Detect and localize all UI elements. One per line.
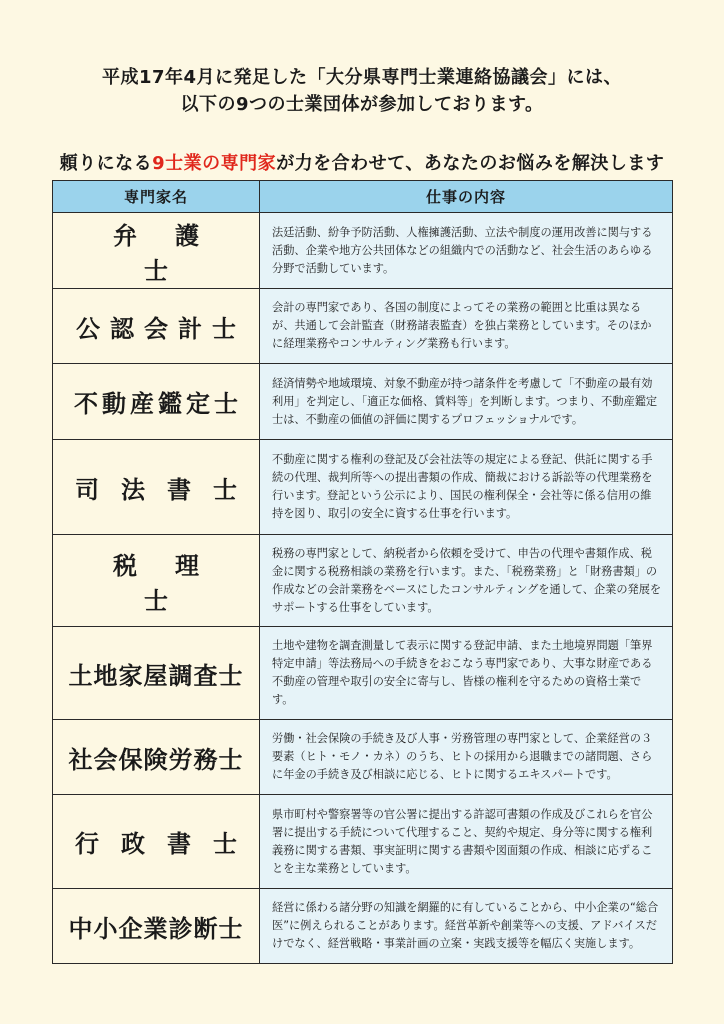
table-row <box>53 889 673 964</box>
tagline <box>0 149 724 175</box>
profession-description: 経済情勢や地域環境、対象不動産が持つ諸条件を考慮して「不動産の最有効利用」を判定し、「適正な価格、賃料等」を判断します。つまり、不動産鑑定士は、不動産の価値の評価に関するプロフェッショナルです。 <box>260 364 673 440</box>
profession-name: 社会保険労務士 <box>53 720 260 795</box>
header-job-description: 仕事の内容 <box>260 181 673 213</box>
profession-description: 法廷活動、紛争予防活動、人権擁護活動、立法や制度の運用改善に関与する活動、企業や地方公共団体などの組織内での活動など、社会生活のあらゆる分野で活動しています。 <box>260 213 673 289</box>
profession-name: 弁護士 <box>53 213 260 289</box>
intro-line-1: 平成17年4月に発足した「大分県専門士業連絡協議会」には、 <box>101 67 623 88</box>
header-profession-name: 専門家名 <box>53 181 260 213</box>
profession-description: 経営に係わる諸分野の知識を網羅的に有していることから、中小企業の“総合医”に例えられることがあります。経営革新や創業等への支援、アドバイスだけでなく、経営戦略・事業計画の立案・実践支援等を幅広く実施します。 <box>260 889 673 964</box>
table-row <box>53 720 673 795</box>
profession-description: 不動産に関する権利の登記及び会社法等の規定による登記、供託に関する手続の代理、裁判所等への提出書類の作成、簡裁における訴訟等の代理業務を行います。登記という公示により、国民の権利保全・会社等に係る信用の維持を図り、取引の安全に資する仕事を行います。 <box>260 440 673 535</box>
table-row <box>53 795 673 889</box>
profession-description: 税務の専門家として、納税者から依頼を受けて、申告の代理や書類作成、税金に関する税務相談の業務を行います。また、「税務業務」と「財務書類」の作成などの会計業務をベースにしたコンサルティングを通して、企業の発展をサポートする仕事をしています。 <box>260 535 673 627</box>
intro-line-2: 以下の9つの士業団体が参加しております。 <box>180 94 544 115</box>
table-header-row <box>53 181 673 213</box>
profession-name: 司法書士 <box>53 440 260 535</box>
table-row <box>53 289 673 364</box>
profession-description: 会計の専門家であり、各国の制度によってその業務の範囲と比重は異なるが、共通して会計監査（財務諸表監査）を独占業務としています。そのほかに経理業務やコンサルティング業務も行います。 <box>260 289 673 364</box>
profession-name: 税理士 <box>53 535 260 627</box>
profession-name: 公認会計士 <box>53 289 260 364</box>
table-row <box>53 213 673 289</box>
profession-name: 不動産鑑定士 <box>53 364 260 440</box>
tagline-after: が力を合わせて、あなたのお悩みを解決します <box>276 153 665 174</box>
profession-name: 土地家屋調査士 <box>53 627 260 720</box>
profession-name: 中小企業診断士 <box>53 889 260 964</box>
table-row <box>53 364 673 440</box>
professions-table <box>52 180 673 964</box>
table-row <box>53 627 673 720</box>
profession-name: 行政書士 <box>53 795 260 889</box>
table-row <box>53 440 673 535</box>
tagline-before: 頼りになる <box>59 153 153 174</box>
table-row <box>53 535 673 627</box>
profession-description: 労働・社会保険の手続き及び人事・労務管理の専門家として、企業経営の３要素（ヒト・モノ・カネ）のうち、ヒトの採用から退職までの諸問題、さらに年金の手続き及び相談に応じる、ヒトに関するエキスパートです。 <box>260 720 673 795</box>
tagline-highlight: 9士業の専門家 <box>152 153 277 174</box>
profession-description: 県市町村や警察署等の官公署に提出する許認可書類の作成及びこれらを官公署に提出する手続について代理すること、契約や規定、身分等に関する権利義務に関する書類、事実証明に関する書類や図面類の作成、相談に応ずることを主な業務としています。 <box>260 795 673 889</box>
profession-description: 土地や建物を調査測量して表示に関する登記申請、また土地境界問題「筆界特定申請」等法務局への手続きをおこなう専門家であり、大事な財産である不動産の管理や取引の安全に寄与し、皆様の権利を守るための資格士業です。 <box>260 627 673 720</box>
intro-text <box>0 64 724 118</box>
